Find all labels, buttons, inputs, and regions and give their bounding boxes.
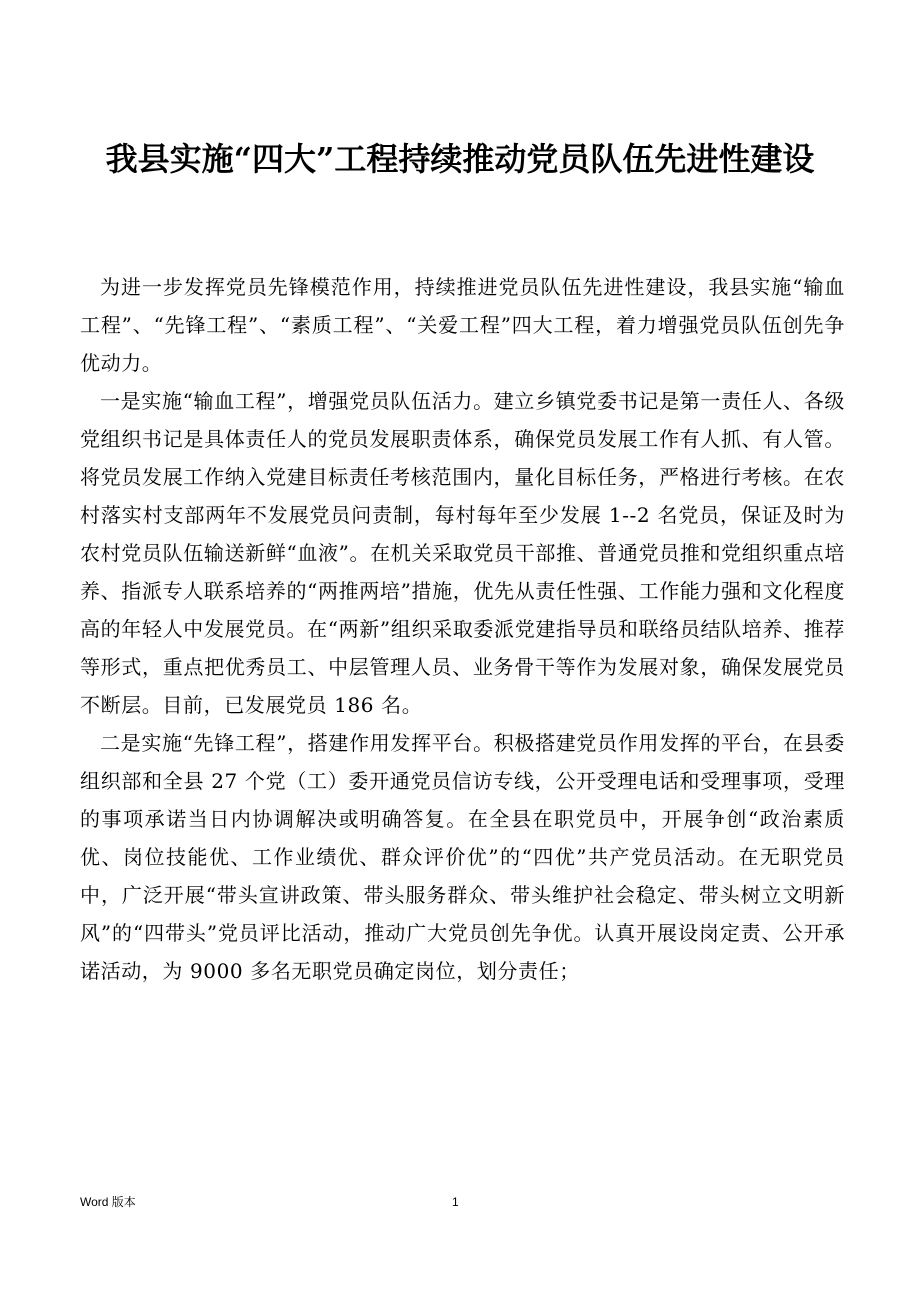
footer-version-label: Word 版本 bbox=[80, 1195, 136, 1209]
paragraph-vanguard-project: 二是实施“先锋工程”，搭建作用发挥平台。积极搭建党员作用发挥的平台，在县委组织部和全县 27 个党（工）委开通党员信访专线，公开受理电话和受理事项，受理的事项承诺当日内协调解决或明确答复。在全县在职党员中，开展争创“政治素质优、岗位技能优、工作业绩优、群众评价优”的“四优”共产党员活动。在无职党员中，广泛开展“带头宣讲政策、带头服务群众、带头维护社会稳定、带头树立文明新风”的“四带头”党员评比活动，推动广大党员创先争优。认真开展设岗定责、公开承诺活动，为 9000 多名无职党员确定岗位，划分责任； bbox=[80, 731, 845, 983]
paragraph-transfusion-project: 一是实施“输血工程”，增强党员队伍活力。建立乡镇党委书记是第一责任人、各级党组织书记是具体责任人的党员发展职责体系，确保党员发展工作有人抓、有人管。将党员发展工作纳入党建目标责任考核范围内，量化目标任务，严格进行考核。在农村落实村支部两年不发展党员问责制，每村每年至少发展 1--2 名党员，保证及时为农村党员队伍输送新鲜“血液”。在机关采取党员干部推、普通党员推和党组织重点培养、指派专人联系培养的“两推两培”措施，优先从责任性强、工作能力强和文化程度高的年轻人中发展党员。在“两新”组织采取委派党建指导员和联络员结队培养、推荐等形式，重点把优秀员工、中层管理人员、业务骨干等作为发展对象，确保发展党员不断层。目前，已发展党员 186 名。 bbox=[80, 389, 845, 717]
footer-page-number: 1 bbox=[452, 1195, 459, 1209]
document-title: 我县实施“四大”工程持续推动党员队伍先进性建设 bbox=[105, 140, 815, 178]
document-body bbox=[80, 268, 845, 990]
paragraph-intro: 为进一步发挥党员先锋模范作用，持续推进党员队伍先进性建设，我县实施“输血工程”、“先锋工程”、“素质工程”、“关爱工程”四大工程，着力增强党员队伍创先争优动力。 bbox=[80, 275, 845, 375]
